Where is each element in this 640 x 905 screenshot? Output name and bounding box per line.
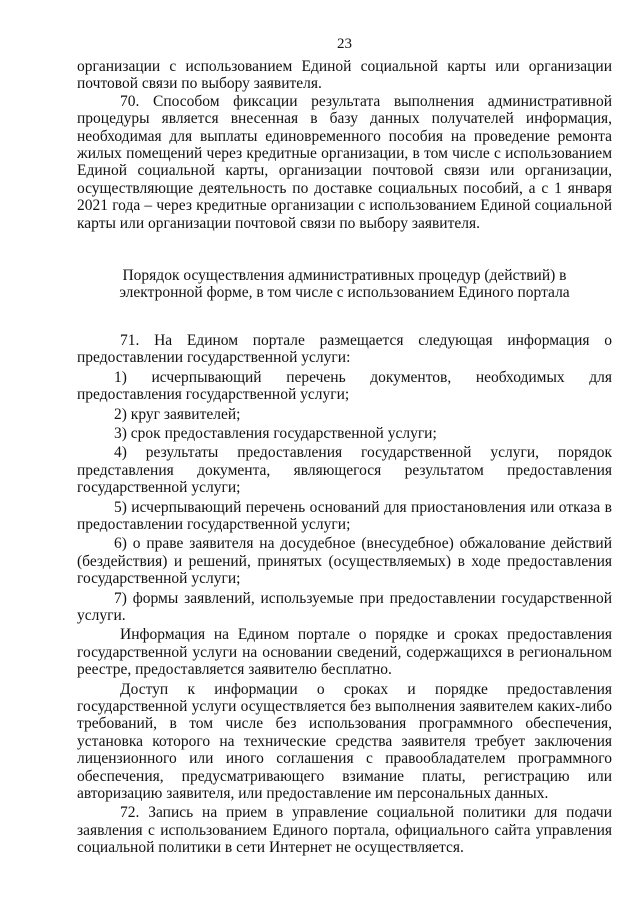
paragraph-access: Доступ к информации о сроках и порядке предоставления государственной услуги осуществляется без выполнения заявителем каких-либо требований, в том числе без использования программного обеспечения, установка которого на технические средства заявителя требует заключения лицензионного или иного соглашения с правообладателем программного обеспечения, предусматривающего взимание платы, регистрацию или авторизацию заявителя, или предоставление им персональных данных. xyxy=(77,680,612,803)
list-item: 6) о праве заявителя на досудебное (внесудебное) обжалование действий (бездействия) и решений, принятых (осуществляемых) в ходе предоставления государственной услуги; xyxy=(77,535,612,588)
paragraph-70: 70. Способом фиксации результата выполнения административной процедуры является внесенная в базу данных получателей информация, необходимая для выплаты единовременного пособия на проведение ремонта жилых помещений через кредитные организации, в том числе с использованием Единой социальной карты, организации почтовой связи или организации, осуществляющие деятельность по доставке социальных пособий, а с 1 января 2021 года – через кредитные организации с использованием Единой социальной карты или организации почтовой связи по выбору заявителя. xyxy=(77,92,612,232)
paragraph-71-intro: 71. На Едином портале размещается следующая информация о предоставлении государственной услуги: xyxy=(77,331,612,367)
page-number: 23 xyxy=(337,36,352,52)
paragraph-continuation: организации с использованием Единой социальной карты или организации почтовой связи по выбору заявителя. xyxy=(77,58,612,93)
paragraph-info: Информация на Едином портале о порядке и сроках предоставления государственной услуги на основании сведений, содержащихся в региональном реестре, предоставляется заявителю бесплатно. xyxy=(77,626,612,679)
list-item: 2) круг заявителей; xyxy=(114,405,241,423)
list-item: 3) срок предоставления государственной услуги; xyxy=(114,424,437,442)
list-item: 1) исчерпывающий перечень документов, необходимых для предоставления государственной услуги; xyxy=(77,368,612,404)
list-item: 4) результаты предоставления государственной услуги, порядок представления документа, являющегося результатом предоставления государственной услуги; xyxy=(77,444,612,497)
section-heading: Порядок осуществления административных процедур (действий) в электронной форме, в том числе с использованием Единого портала xyxy=(119,267,570,302)
list-item: 5) исчерпывающий перечень оснований для приостановления или отказа в предоставлении государственной услуги; xyxy=(77,498,612,533)
document-page xyxy=(77,34,612,857)
paragraph-72: 72. Запись на прием в управление социальной политики для подачи заявления с использованием Единого портала, официального сайта управления социальной политики в сети Интернет не осуществляется. xyxy=(77,804,612,857)
list-item: 7) формы заявлений, используемые при предоставлении государственной услуги. xyxy=(77,589,612,624)
